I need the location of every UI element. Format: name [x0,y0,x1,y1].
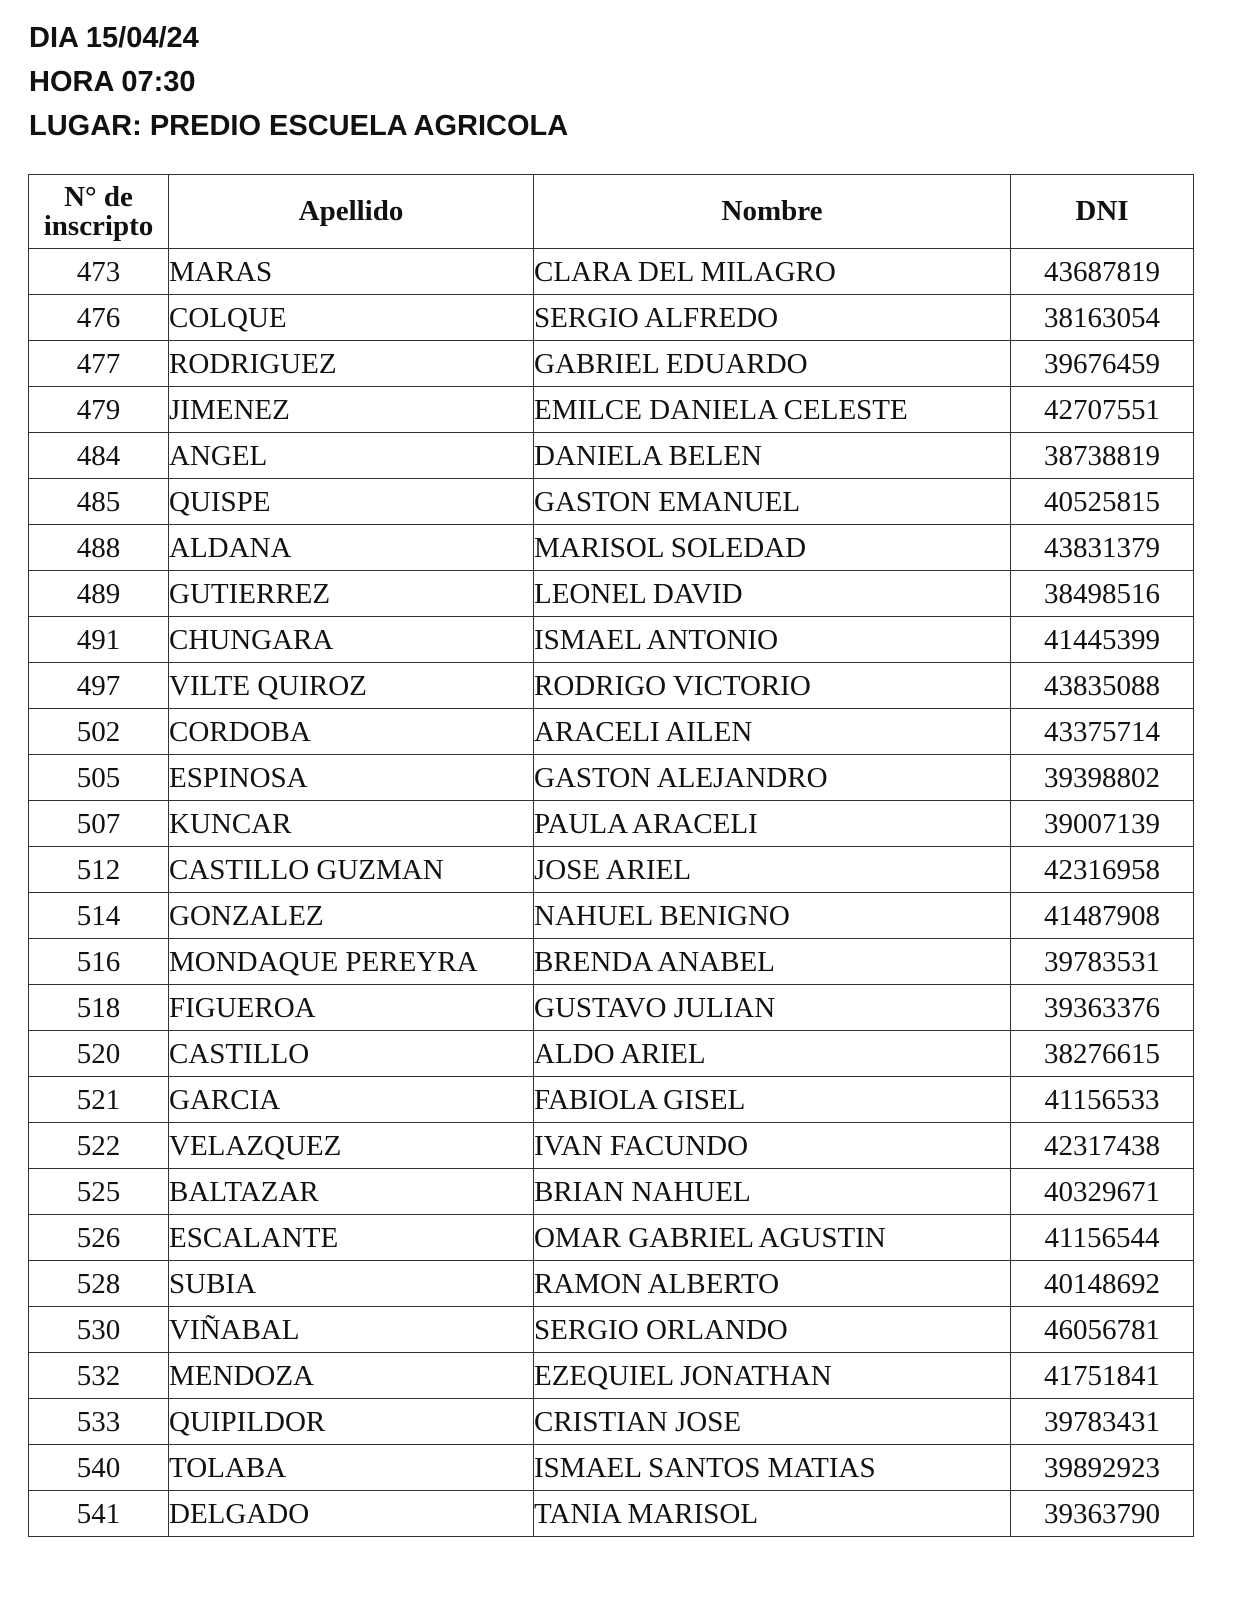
table-row [29,571,1194,617]
cell-inscripto-number: 505 [29,755,169,801]
column-header-dni: DNI [1011,175,1194,249]
cell-inscripto-number: 541 [29,1491,169,1537]
table-row [29,1307,1194,1353]
cell-dni: 43835088 [1011,663,1194,709]
table-row [29,893,1194,939]
cell-inscripto-number: 491 [29,617,169,663]
cell-dni: 39363790 [1011,1491,1194,1537]
cell-apellido: FIGUEROA [169,985,534,1031]
cell-inscripto-number: 473 [29,249,169,295]
cell-inscripto-number: 507 [29,801,169,847]
table-row [29,1077,1194,1123]
cell-nombre: BRIAN NAHUEL [534,1169,1011,1215]
cell-apellido: RODRIGUEZ [169,341,534,387]
cell-inscripto-number: 488 [29,525,169,571]
cell-dni: 39007139 [1011,801,1194,847]
table-row [29,1261,1194,1307]
cell-apellido: MONDAQUE PEREYRA [169,939,534,985]
table-row [29,1123,1194,1169]
cell-inscripto-number: 521 [29,1077,169,1123]
cell-nombre: IVAN FACUNDO [534,1123,1011,1169]
cell-dni: 38498516 [1011,571,1194,617]
cell-apellido: MARAS [169,249,534,295]
cell-nombre: SERGIO ORLANDO [534,1307,1011,1353]
cell-apellido: ESCALANTE [169,1215,534,1261]
cell-nombre: NAHUEL BENIGNO [534,893,1011,939]
table-header-row [29,175,1194,249]
cell-apellido: QUISPE [169,479,534,525]
cell-dni: 39363376 [1011,985,1194,1031]
table-row [29,755,1194,801]
cell-apellido: CHUNGARA [169,617,534,663]
cell-inscripto-number: 479 [29,387,169,433]
cell-inscripto-number: 525 [29,1169,169,1215]
table-row [29,1169,1194,1215]
table-row [29,801,1194,847]
cell-nombre: ISMAEL SANTOS MATIAS [534,1445,1011,1491]
cell-dni: 41156544 [1011,1215,1194,1261]
cell-nombre: GASTON EMANUEL [534,479,1011,525]
cell-nombre: GUSTAVO JULIAN [534,985,1011,1031]
cell-dni: 42317438 [1011,1123,1194,1169]
cell-dni: 41751841 [1011,1353,1194,1399]
cell-inscripto-number: 485 [29,479,169,525]
column-header-number-line2: inscripto [43,209,154,242]
cell-nombre: OMAR GABRIEL AGUSTIN [534,1215,1011,1261]
cell-inscripto-number: 526 [29,1215,169,1261]
cell-nombre: JOSE ARIEL [534,847,1011,893]
cell-dni: 41487908 [1011,893,1194,939]
cell-inscripto-number: 502 [29,709,169,755]
cell-dni: 39398802 [1011,755,1194,801]
cell-nombre: FABIOLA GISEL [534,1077,1011,1123]
cell-nombre: GABRIEL EDUARDO [534,341,1011,387]
cell-nombre: LEONEL DAVID [534,571,1011,617]
cell-dni: 39783531 [1011,939,1194,985]
cell-nombre: ISMAEL ANTONIO [534,617,1011,663]
cell-apellido: GUTIERREZ [169,571,534,617]
cell-dni: 39676459 [1011,341,1194,387]
cell-inscripto-number: 497 [29,663,169,709]
cell-apellido: CASTILLO GUZMAN [169,847,534,893]
cell-inscripto-number: 540 [29,1445,169,1491]
table-body [29,249,1194,1537]
cell-apellido: COLQUE [169,295,534,341]
cell-nombre: TANIA MARISOL [534,1491,1011,1537]
cell-apellido: DELGADO [169,1491,534,1537]
registrants-table [28,174,1194,1537]
cell-inscripto-number: 512 [29,847,169,893]
cell-dni: 43687819 [1011,249,1194,295]
cell-inscripto-number: 514 [29,893,169,939]
cell-nombre: CRISTIAN JOSE [534,1399,1011,1445]
table-row [29,387,1194,433]
cell-dni: 43831379 [1011,525,1194,571]
cell-dni: 41445399 [1011,617,1194,663]
column-header-apellido: Apellido [169,175,534,249]
table-row [29,663,1194,709]
cell-inscripto-number: 484 [29,433,169,479]
cell-dni: 40148692 [1011,1261,1194,1307]
table-row [29,249,1194,295]
time-line: HORA 07:30 [29,66,196,98]
cell-dni: 39892923 [1011,1445,1194,1491]
date-line: DIA 15/04/24 [29,22,199,54]
cell-apellido: QUIPILDOR [169,1399,534,1445]
cell-nombre: EMILCE DANIELA CELESTE [534,387,1011,433]
cell-nombre: RAMON ALBERTO [534,1261,1011,1307]
cell-dni: 39783431 [1011,1399,1194,1445]
cell-nombre: DANIELA BELEN [534,433,1011,479]
cell-inscripto-number: 522 [29,1123,169,1169]
table-row [29,617,1194,663]
column-header-nombre: Nombre [534,175,1011,249]
cell-apellido: MENDOZA [169,1353,534,1399]
cell-apellido: VELAZQUEZ [169,1123,534,1169]
table-row [29,1491,1194,1537]
table-row [29,479,1194,525]
cell-apellido: GONZALEZ [169,893,534,939]
cell-dni: 38163054 [1011,295,1194,341]
table-row [29,1031,1194,1077]
cell-apellido: BALTAZAR [169,1169,534,1215]
cell-nombre: CLARA DEL MILAGRO [534,249,1011,295]
cell-nombre: PAULA ARACELI [534,801,1011,847]
cell-dni: 38738819 [1011,433,1194,479]
cell-apellido: ESPINOSA [169,755,534,801]
cell-inscripto-number: 476 [29,295,169,341]
cell-nombre: GASTON ALEJANDRO [534,755,1011,801]
cell-dni: 42316958 [1011,847,1194,893]
document-header [29,16,568,148]
table-row [29,1215,1194,1261]
cell-inscripto-number: 518 [29,985,169,1031]
cell-inscripto-number: 516 [29,939,169,985]
table-row [29,295,1194,341]
cell-nombre: EZEQUIEL JONATHAN [534,1353,1011,1399]
cell-dni: 41156533 [1011,1077,1194,1123]
table-row [29,341,1194,387]
column-header-number [29,175,169,249]
cell-apellido: KUNCAR [169,801,534,847]
cell-apellido: JIMENEZ [169,387,534,433]
cell-apellido: TOLABA [169,1445,534,1491]
cell-apellido: CORDOBA [169,709,534,755]
cell-nombre: ARACELI AILEN [534,709,1011,755]
cell-inscripto-number: 528 [29,1261,169,1307]
cell-apellido: SUBIA [169,1261,534,1307]
cell-dni: 46056781 [1011,1307,1194,1353]
cell-dni: 38276615 [1011,1031,1194,1077]
cell-apellido: ALDANA [169,525,534,571]
cell-nombre: RODRIGO VICTORIO [534,663,1011,709]
table-row [29,847,1194,893]
cell-nombre: ALDO ARIEL [534,1031,1011,1077]
cell-apellido: ANGEL [169,433,534,479]
place-line: LUGAR: PREDIO ESCUELA AGRICOLA [29,110,569,142]
cell-nombre: MARISOL SOLEDAD [534,525,1011,571]
table-row [29,709,1194,755]
cell-apellido: CASTILLO [169,1031,534,1077]
cell-apellido: VILTE QUIROZ [169,663,534,709]
table-row [29,985,1194,1031]
table-row [29,525,1194,571]
cell-nombre: SERGIO ALFREDO [534,295,1011,341]
column-header-number-line1: N° de [64,180,133,213]
table-row [29,1445,1194,1491]
cell-dni: 42707551 [1011,387,1194,433]
cell-apellido: VIÑABAL [169,1307,534,1353]
cell-dni: 43375714 [1011,709,1194,755]
table-row [29,939,1194,985]
cell-inscripto-number: 533 [29,1399,169,1445]
cell-inscripto-number: 520 [29,1031,169,1077]
table-row [29,1353,1194,1399]
cell-apellido: GARCIA [169,1077,534,1123]
cell-nombre: BRENDA ANABEL [534,939,1011,985]
cell-inscripto-number: 530 [29,1307,169,1353]
cell-inscripto-number: 477 [29,341,169,387]
cell-inscripto-number: 489 [29,571,169,617]
table-row [29,433,1194,479]
table-row [29,1399,1194,1445]
cell-dni: 40525815 [1011,479,1194,525]
cell-dni: 40329671 [1011,1169,1194,1215]
cell-inscripto-number: 532 [29,1353,169,1399]
